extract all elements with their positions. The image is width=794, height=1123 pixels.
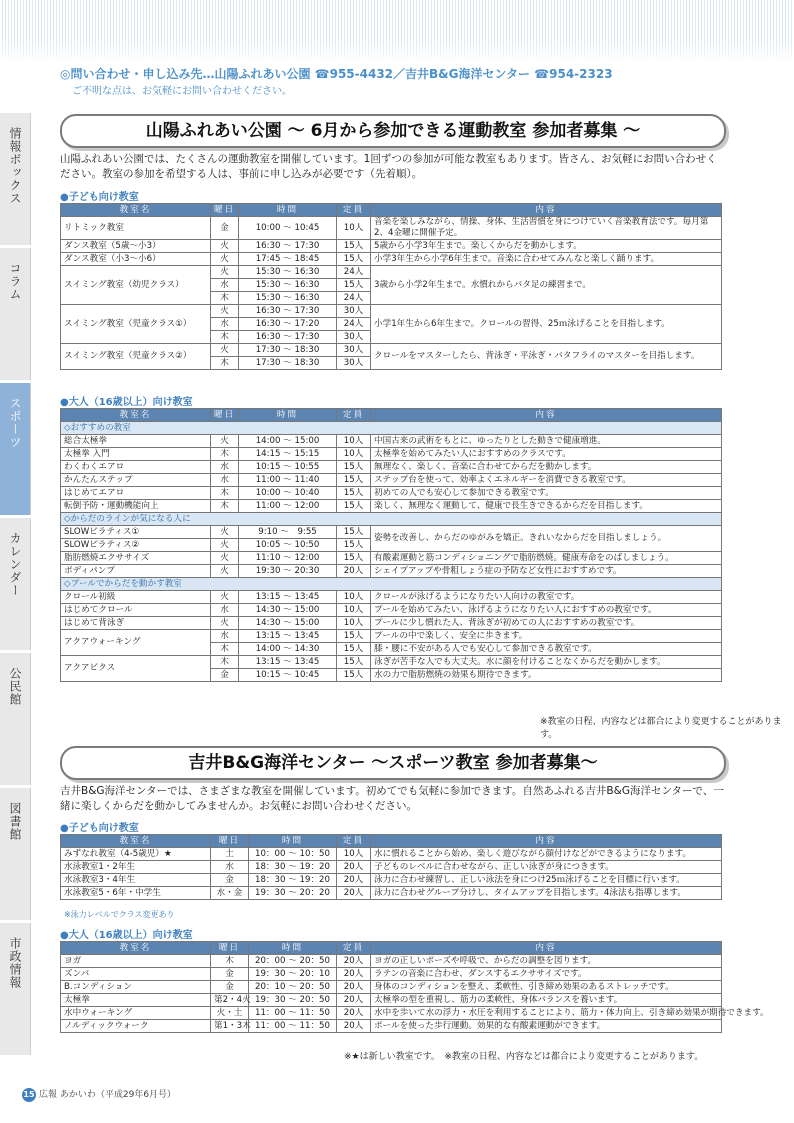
table-cell: 脂肪燃焼エクササイズ [61,552,211,565]
table-row [61,591,722,604]
table-cell: 19:30 〜 20:30 [239,565,337,578]
table-header [61,204,722,217]
table-cell: 水泳教室3・4年生 [61,874,211,887]
table-cell: 30人 [337,344,371,357]
table-cell: 身体のコンディションを整え、柔軟性、引き締め効果のあるストレッチです。 [371,981,722,994]
table-cell: 火 [211,552,239,565]
th-time: 時間 [249,942,337,955]
table-row [61,887,722,900]
table-cell: 11：00 〜 11：50 [249,1020,337,1033]
table-cell: 5歳から小学3年生まで。楽しくからだを動かします。 [371,240,722,253]
table-cell: プールに少し慣れた人、背泳ぎが初めての人におすすめの教室です。 [371,617,722,630]
table-cell: 水中を歩いて水の浮力・水圧を利用することにより、筋力・体力向上、引き締め効果が期待できます。 [371,1007,722,1020]
table-cell: 13:15 〜 13:45 [239,656,337,669]
section1-adult-label: ●大人（16歳以上）向け教室 [60,397,193,408]
table-cell: わくわくエアロ [61,461,211,474]
table-cell: 火 [211,526,239,539]
table-cell: 中国古来の武術をもとに、ゆったりとした動きで健康増進。 [371,435,722,448]
table-row [61,604,722,617]
section1-intro: 山陽ふれあい公園では、たくさんの運動教室を開催しています。1回ずつの参加が可能な教室もあります。皆さん、お気軽にお問い合わせください。教室の参加を希望する人は、事前に申し込みが必要です（先着順）。 [60,153,717,180]
table-cell: ヨガ [61,955,211,968]
table-row [61,217,722,240]
table-row [61,552,722,565]
table-row [61,617,722,630]
table-cell: プールを始めてみたい、泳げるようになりたい人におすすめの教室です。 [371,604,722,617]
table-row [61,955,722,968]
table-cell: 火 [211,344,239,357]
table-cell: 15人 [337,279,371,292]
table-cell: アクアウォーキング [61,630,211,656]
table-row [61,448,722,461]
table-cell: 楽しく、無理なく運動して、健康で長生きできるからだを目指します。 [371,500,722,513]
th-day: 曜日 [211,942,249,955]
table-cell: ズンバ [61,968,211,981]
th-day: 曜日 [211,835,249,848]
table-cell: 火 [211,565,239,578]
table-row [61,487,722,500]
th-desc: 内容 [371,835,722,848]
table-cell: 15人 [337,552,371,565]
table-cell: 15:30 〜 16:30 [239,279,337,292]
table-cell: 木 [211,331,239,344]
table-cell: 金 [211,874,249,887]
table-row [61,861,722,874]
table-cell: 火 [211,253,239,266]
table-cell: ◇おすすめの教室 [61,422,722,435]
th-cap: 定員 [337,204,371,217]
table-cell: 20人 [337,1007,371,1020]
table-header [61,835,722,848]
table-cell: 10人 [337,435,371,448]
table-cell: ノルディックウォーク [61,1020,211,1033]
publication-name: 広報 あかいわ（平成29年6月号） [39,1090,177,1100]
table-cell: 火 [211,305,239,318]
table-cell: 15:30 〜 16:30 [239,266,337,279]
table-cell: アクアビクス [61,656,211,682]
table-row [61,305,722,318]
table-cell: ステップ台を使って、効率よくエネルギーを消費できる教室です。 [371,474,722,487]
table-cell: クロールが泳げるようになりたい人向けの教室です。 [371,591,722,604]
table-cell: 水・金 [211,887,249,900]
table-cell: 20人 [337,955,371,968]
table-row [61,513,722,526]
table-cell: スイミング教室（児童クラス①） [61,305,211,344]
table-cell: 太極拳 入門 [61,448,211,461]
table-cell: 水 [211,861,249,874]
table-cell: 転倒予防・運動機能向上 [61,500,211,513]
table-cell: 14:30 〜 15:00 [239,604,337,617]
table-cell: 総合太極拳 [61,435,211,448]
table-row [61,578,722,591]
table-cell: 16:30 〜 17:20 [239,318,337,331]
th-time: 時間 [249,835,337,848]
table-cell: 20人 [337,968,371,981]
table-row [61,981,722,994]
table-cell: 11：00 〜 11：50 [249,1007,337,1020]
table-cell: 15人 [337,240,371,253]
table-cell: 10人 [337,617,371,630]
th-desc: 内容 [371,204,722,217]
table-cell: 小学1年生から6年生まで。クロールの習得、25ｍ泳げることを目指します。 [371,305,722,344]
table-cell: 10:00 〜 10:45 [239,217,337,240]
table-cell: 30人 [337,305,371,318]
header-band [0,0,794,62]
table-cell: 17:30 〜 18:30 [239,357,337,370]
table-cell: 11:10 〜 12:00 [239,552,337,565]
table-cell: 金 [211,968,249,981]
table-cell: 20人 [337,565,371,578]
table-cell: 水泳教室5・6年・中学生 [61,887,211,900]
table-cell: はじめて背泳ぎ [61,617,211,630]
kids-table-1 [60,203,722,370]
table-row [61,435,722,448]
table-cell: 18：30 〜 19：20 [249,874,337,887]
table-cell: はじめてクロール [61,604,211,617]
table-cell: 木 [211,955,249,968]
table-cell: 20人 [337,887,371,900]
table-cell: 15人 [337,474,371,487]
table-cell: 火 [211,266,239,279]
table-cell: 16:30 〜 17:30 [239,331,337,344]
side-tab-kominkan[interactable] [0,653,31,785]
table-cell: 10人 [337,604,371,617]
table-cell: 水 [211,630,239,643]
table-cell: B.コンディション [61,981,211,994]
table-cell: 泳ぎが苦手な人でも大丈夫。水に顔を付けることなくからだを動かします。 [371,656,722,669]
side-tab-label: 公民館 [8,667,22,706]
table-cell: 小学3年生から小学6年生まで。音楽に合わせてみんなと楽しく踊ります。 [371,253,722,266]
table-cell: 水の力で脂肪燃焼の効果も期待できます。 [371,669,722,682]
table-cell: 水 [211,604,239,617]
adult-table-2 [60,941,769,1033]
adult-table-1 [60,408,722,682]
table-cell: 30人 [337,357,371,370]
side-tab-label: 図書館 [8,802,22,841]
table-cell: 15人 [337,487,371,500]
table-row [61,266,722,279]
table-cell: 10:15 〜 10:55 [239,461,337,474]
table-header [61,942,722,955]
table-cell: 16:30 〜 17:30 [239,305,337,318]
th-name: 教室名 [61,409,211,422]
table-cell: 金 [211,669,239,682]
section2-title: 吉井B&G海洋センター 〜スポーツ教室 参加者募集〜 [60,746,726,780]
table-cell: 14:00 〜 14:30 [239,643,337,656]
th-day: 曜日 [211,204,239,217]
table-cell: 24人 [337,318,371,331]
table-cell: 19：30 〜 20：50 [249,994,337,1007]
table-row [61,994,722,1007]
table-cell: 10人 [337,448,371,461]
table-cell: 水に慣れることから始め、楽しく遊びながら顔付けなどができるようになります。 [371,848,722,861]
table-cell: ◇からだのラインが気になる人に [61,513,722,526]
table-cell: 10：00 〜 10：50 [249,848,337,861]
kids-table-1-body [61,217,722,370]
table-cell: はじめてエアロ [61,487,211,500]
table-cell: 火 [211,617,239,630]
th-name: 教室名 [61,204,211,217]
table-cell: 20人 [337,1020,371,1033]
table-cell: 15人 [337,669,371,682]
side-tab-calendar[interactable] [0,518,31,650]
table-cell: 17:45 〜 18:45 [239,253,337,266]
table-row [61,656,722,669]
table-cell: 15人 [337,656,371,669]
table-row [61,874,722,887]
kids-level-note: ※泳力レベルでクラス変更あり [64,910,175,919]
table-cell: 11:00 〜 11:40 [239,474,337,487]
table-cell: 水 [211,474,239,487]
side-tab-label: カレンダー [8,532,22,597]
table-cell: 15人 [337,643,371,656]
table-cell: 第2・4火 [211,994,249,1007]
side-tab-label: コラム [8,262,22,301]
table-cell: 水泳教室1・2年生 [61,861,211,874]
table-cell: みずなれ教室（4-5歳児）★ [61,848,211,861]
th-name: 教室名 [61,942,211,955]
table-cell: 木 [211,448,239,461]
table-cell: 泳力に合わせ練習し、正しい泳法を身につけ25ｍ泳げることを目標に行います。 [371,874,722,887]
table-cell: 20：00 〜 20：50 [249,955,337,968]
kids-table-2 [60,834,722,900]
table-cell: 金 [211,217,239,240]
table-cell: 水中ウォーキング [61,1007,211,1020]
table-cell: 15人 [337,461,371,474]
table-cell: 太極拳を始めてみたい人におすすめのクラスです。 [371,448,722,461]
table-cell: 10:00 〜 10:40 [239,487,337,500]
table-row [61,968,722,981]
table-cell: 11:00 〜 12:00 [239,500,337,513]
table-cell: クロール初級 [61,591,211,604]
table-cell: 木 [211,500,239,513]
table-cell: 無理なく、楽しく、音楽に合わせてからだを動かします。 [371,461,722,474]
table-row [61,500,722,513]
th-cap: 定員 [337,409,371,422]
table-row [61,344,722,357]
table-cell: 19：30 〜 20：20 [249,887,337,900]
table-cell: 15:30 〜 16:30 [239,292,337,305]
table-cell: 10人 [337,591,371,604]
table-cell: 17:30 〜 18:30 [239,344,337,357]
side-tab-library[interactable] [0,788,31,920]
table-cell: シェイプアップや骨粗しょう症の予防など女性におすすめです。 [371,565,722,578]
table-cell: 10人 [337,848,371,861]
kids-table-2-body [61,848,722,900]
table-cell: 第1・3木 [211,1020,249,1033]
table-cell: 泳力に合わせグループ分けし、タイムアップを目指します。4泳法も指導します。 [371,887,722,900]
th-desc: 内容 [371,942,722,955]
section1-title: 山陽ふれあい公園 〜 6月から参加できる運動教室 参加者募集 〜 [60,114,726,148]
th-name: 教室名 [61,835,211,848]
section2-note: ※★は新しい教室です。 ※教室の日程、内容などは都合により変更することがあります。 [344,1052,704,1062]
table-row [61,461,722,474]
table-cell: 20人 [337,994,371,1007]
table-cell: 金 [211,981,249,994]
side-tab-label: 情報ボックス [8,127,22,205]
th-day: 曜日 [211,409,239,422]
table-cell: 16:30 〜 17:30 [239,240,337,253]
adult-table-2-body [61,955,769,1033]
table-cell: 18：30 〜 19：20 [249,861,337,874]
table-row [61,1020,722,1033]
table-cell: 太極拳 [61,994,211,1007]
table-cell: プールの中で楽しく、安全に歩きます。 [371,630,722,643]
th-cap: 定員 [337,835,371,848]
table-cell: 水 [211,318,239,331]
table-cell: 9:10 〜 9:55 [239,526,337,539]
table-row [61,848,722,861]
table-cell: SLOWピラティス① [61,526,211,539]
table-cell: 15人 [337,500,371,513]
table-cell: スイミング教室（幼児クラス） [61,266,211,305]
section2-adult-label: ●大人（16歳以上）向け教室 [60,930,193,941]
table-cell: クロールをマスターしたら、背泳ぎ・平泳ぎ・バタフライのマスターを目指します。 [371,344,722,370]
table-cell: 10:05 〜 10:50 [239,539,337,552]
table-cell: 姿勢を改善し、からだのゆがみを矯正。きれいなからだを目指しましょう。 [371,526,722,552]
table-cell: 20：10 〜 20：50 [249,981,337,994]
table-cell: 14:00 〜 15:00 [239,435,337,448]
table-cell: SLOWピラティス② [61,539,211,552]
table-cell: 火 [211,435,239,448]
table-cell: 太極拳の型を重視し、筋力の柔軟性、身体バランスを養います。 [371,994,722,1007]
table-cell: 木 [211,656,239,669]
table-cell: 30人 [337,331,371,344]
table-cell: かんたんステップ [61,474,211,487]
table-cell: 24人 [337,266,371,279]
table-row [61,630,722,643]
table-cell: 14:30 〜 15:00 [239,617,337,630]
table-cell: 13:15 〜 13:45 [239,630,337,643]
table-cell: 10人 [337,217,371,240]
table-cell: 20人 [337,861,371,874]
table-row [61,526,722,539]
table-cell: 20人 [337,981,371,994]
table-cell: リトミック教室 [61,217,211,240]
table-cell: 有酸素運動と筋コンディショニングで脂肪燃焼。健康寿命をのばしましょう。 [371,552,722,565]
table-cell: 木 [211,357,239,370]
page-number: 15 [22,1088,36,1102]
section2-intro: 吉井B&G海洋センターでは、さまざまな教室を開催しています。初めてでも気軽に参加できます。自然あふれる吉井B&G海洋センターで、一緒に楽しくからだを動かしてみませんか。お気軽にお問い合わせください。 [60,785,724,812]
table-row [61,422,722,435]
table-cell: ダンス教室（小3〜小6） [61,253,211,266]
table-cell: 水 [211,461,239,474]
section2-kids-label: ●子ども向け教室 [60,823,139,834]
table-cell: 15人 [337,630,371,643]
table-cell: ボディパンプ [61,565,211,578]
table-cell: 木 [211,292,239,305]
table-cell: ダンス教室（5歳〜小3） [61,240,211,253]
table-row [61,253,722,266]
table-cell: ◇プールでからだを動かす教室 [61,578,722,591]
table-cell: 水 [211,279,239,292]
side-tab-label: スポーツ [8,397,22,449]
table-cell: 木 [211,487,239,500]
table-row [61,565,722,578]
table-cell: 火 [211,240,239,253]
table-cell: 火・土 [211,1007,249,1020]
table-cell: 火 [211,539,239,552]
table-cell: 10:15 〜 10:45 [239,669,337,682]
section1-note: ※教室の日程、内容などは都合により変更することがあります。 [540,717,782,740]
table-cell: 初めての人でも安心して参加できる教室です。 [371,487,722,500]
table-row [61,1007,722,1020]
contact-note: ご不明な点は、お気軽にお問い合わせください。 [72,86,292,97]
section1-kids-label: ●子ども向け教室 [60,192,139,203]
table-cell: 火 [211,591,239,604]
side-tab-sports[interactable] [0,383,31,515]
table-cell: スイミング教室（児童クラス②） [61,344,211,370]
th-cap: 定員 [337,942,371,955]
table-header [61,409,722,422]
table-row [61,474,722,487]
table-cell: 音楽を楽しみながら、情操、身体、生活習慣を身につけていく音楽教育法です。毎月第2、4金曜に開催予定。 [371,217,722,240]
table-cell: 15人 [337,526,371,539]
table-cell: 13:15 〜 13:45 [239,591,337,604]
table-cell: 子どものレベルに合わせながら、正しい泳ぎが身につきます。 [371,861,722,874]
table-cell: 15人 [337,253,371,266]
table-cell: 土 [211,848,249,861]
table-cell: 19：30 〜 20：10 [249,968,337,981]
table-cell: 20人 [337,874,371,887]
side-tab-info[interactable] [0,113,31,245]
side-tab-city[interactable] [0,923,31,1055]
table-cell: ヨガの正しいポーズや呼吸で、からだの調整を図ります。 [371,955,722,968]
table-cell: ポールを使った歩行運動。効果的な有酸素運動ができます。 [371,1020,722,1033]
contact-info: ◎問い合わせ・申し込み先…山陽ふれあい公園 ☎955-4432／吉井B&G海洋センター ☎954-2323 [60,67,613,81]
table-cell: 15人 [337,539,371,552]
table-cell: 木 [211,643,239,656]
table-cell: 14:15 〜 15:15 [239,448,337,461]
side-tab-label: 市政情報 [8,937,22,989]
table-cell: 3歳から小学2年生まで。水慣れからバタ足の練習まで。 [371,266,722,305]
table-row [61,240,722,253]
th-time: 時間 [239,409,337,422]
th-time: 時間 [239,204,337,217]
page-folio [22,1087,176,1102]
side-tab-column[interactable] [0,248,31,380]
table-cell: 膝・腰に不安がある人でも安心して参加できる教室です。 [371,643,722,656]
table-cell: 24人 [337,292,371,305]
adult-table-1-body [61,422,722,682]
th-desc: 内容 [371,409,722,422]
table-cell: ラテンの音楽に合わせ、ダンスするエクササイズです。 [371,968,722,981]
